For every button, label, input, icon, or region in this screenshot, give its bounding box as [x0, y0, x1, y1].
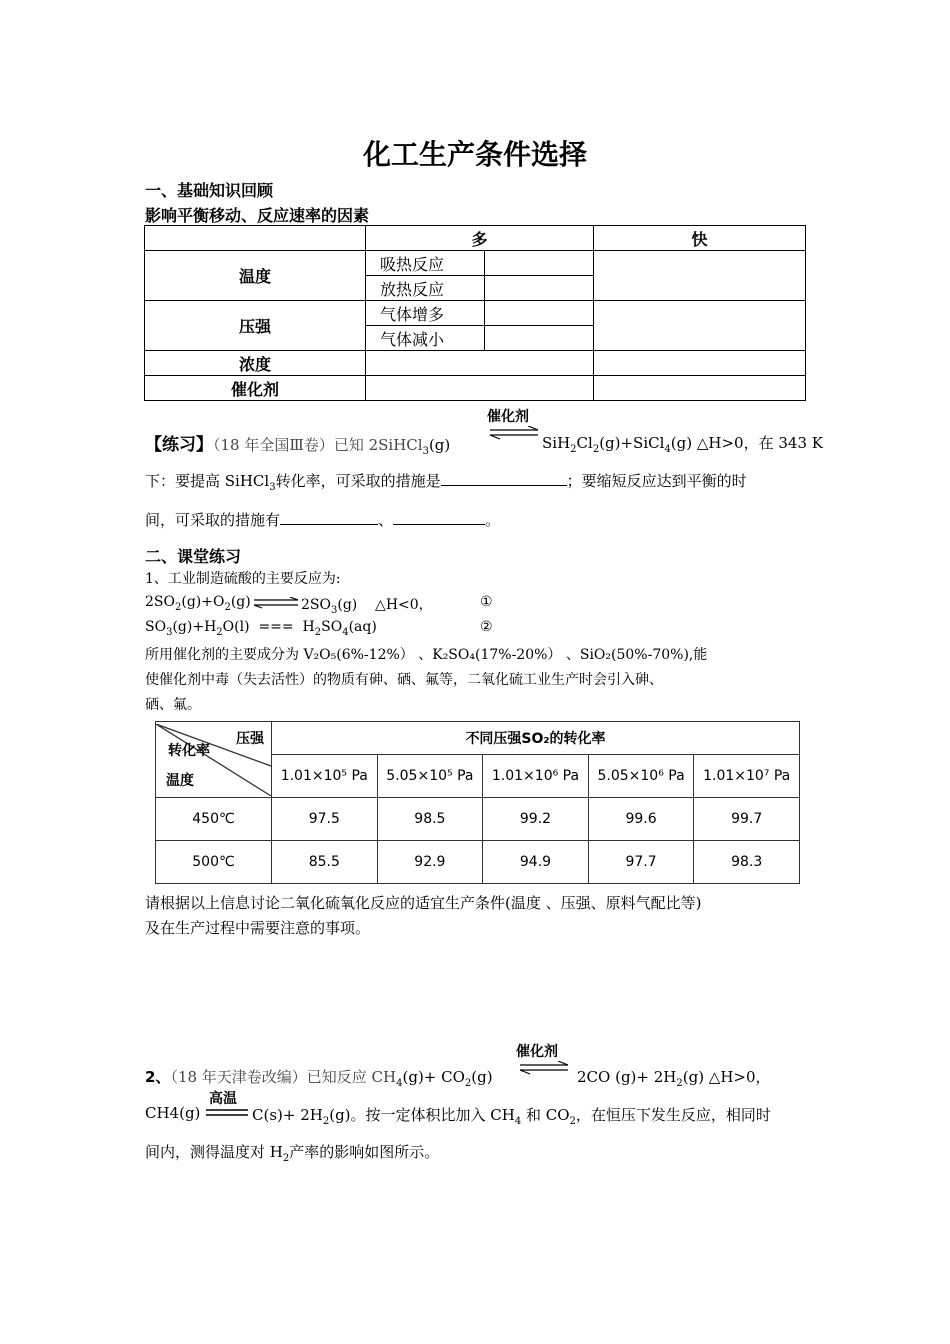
- cell-blank: [485, 276, 594, 301]
- factor-temperature: 温度: [145, 251, 366, 301]
- factor-catalyst: 催化剂: [145, 376, 366, 401]
- value-cell: 99.7: [694, 798, 800, 841]
- pressure-header: 5.05×10⁵ Pa: [377, 755, 483, 798]
- practice-line2b: 转化率，可采取的措施是: [275, 472, 441, 490]
- q2-line3: 间内，测得温度对 $H_2$产率的影响如图所示。: [145, 1143, 440, 1164]
- q2-line2b: 。按一定体积比加入 CH: [350, 1106, 515, 1124]
- value-cell: 99.6: [588, 798, 694, 841]
- table-corner: [156, 722, 272, 798]
- eq2-mid: ===: [258, 619, 294, 635]
- equation-2: $SO_3(g)+H_2O(l)$ === $H_2SO_4(aq)$: [145, 619, 377, 638]
- temp-cell: 450℃: [156, 798, 272, 841]
- factor-table-corner: [145, 226, 366, 251]
- q2-line2: CH4(g): [145, 1104, 201, 1122]
- practice-line3c: 。: [485, 511, 501, 529]
- para2: 使催化剂中毒（失去活性）的物质有砷、硒、氟等，二氧化硫工业生产时会引入砷、: [145, 672, 663, 688]
- practice-line1-tail: ，在 343 K: [743, 434, 823, 452]
- section1-heading: 一、基础知识回顾: [145, 181, 274, 200]
- q2-line3a: 间内，测得温度对 H: [145, 1143, 283, 1161]
- cell-blank: [594, 376, 806, 401]
- pressure-header: 1.01×10⁶ Pa: [483, 755, 589, 798]
- para3: 硒、氟。: [145, 697, 201, 713]
- answer-blank[interactable]: [441, 485, 567, 486]
- practice-line2: 下：要提高 SiHCl$_3$转化率，可采取的措施是 ；要缩短反应达到平衡的时: [145, 472, 747, 493]
- cell-blank: [485, 301, 594, 326]
- factor-concentration: 浓度: [145, 351, 366, 376]
- corner-rate: 转化率: [168, 742, 210, 759]
- cell-blank: [594, 301, 806, 351]
- q2-catalyst-label: 催化剂: [516, 1044, 558, 1060]
- header-more: 多: [366, 226, 594, 251]
- practice-label: 【练习】: [145, 435, 213, 455]
- pressure-header: 5.05×10⁶ Pa: [588, 755, 694, 798]
- eq1-note: △H<0，: [375, 597, 433, 613]
- practice-line1: 【练习】（18 年全国Ⅲ卷）已知 2SiHCl$_3$(g): [145, 435, 451, 457]
- practice-source: （18 年全国Ⅲ卷）已知 2SiHCl: [213, 436, 423, 454]
- q2-products: 2CO $(g)+ 2H_2(g)$ △H>0，: [577, 1068, 771, 1089]
- sub-gas-increase: 气体增多: [366, 301, 485, 326]
- q2-line1: 2、（18 年天津卷改编）已知反应 $CH_4(g)+ CO_2(g)$: [145, 1068, 493, 1089]
- equation-1: $2SO_2(g)+O_2(g)$: [145, 594, 251, 613]
- q2-number: 2、: [145, 1068, 171, 1086]
- sub-gas-decrease: 气体减小: [366, 326, 485, 351]
- corner-pressure: 压强: [236, 730, 264, 747]
- value-cell: 97.7: [588, 841, 694, 884]
- answer-blank[interactable]: [280, 524, 378, 525]
- value-cell: 97.5: [272, 798, 378, 841]
- equilibrium-arrow-icon: [252, 597, 300, 609]
- conversion-table: [155, 721, 800, 884]
- cell-blank: [594, 251, 806, 301]
- q2-line2-rest: $C(s)+ 2H_2(g)$。按一定体积比加入 $CH_4$ 和 $CO_2$，在恒压下发生反应，相同时: [252, 1106, 771, 1127]
- value-cell: 94.9: [483, 841, 589, 884]
- section2-heading: 二、课堂练习: [145, 547, 242, 566]
- pressure-header: 1.01×10⁵ Pa: [272, 755, 378, 798]
- temp-cell: 500℃: [156, 841, 272, 884]
- value-cell: 99.2: [483, 798, 589, 841]
- equation-1-products: $2SO_3(g)$ △H<0，: [301, 597, 433, 616]
- equilibrium-arrow-icon: [488, 426, 540, 440]
- cell-blank: [485, 251, 594, 276]
- group-header: 不同压强SO₂的转化率: [272, 722, 800, 755]
- sub-endothermic: 吸热反应: [366, 251, 485, 276]
- practice-line2a: 下：要提高 SiHCl: [145, 472, 270, 490]
- eq2-number: ②: [480, 619, 493, 635]
- double-line-icon: [206, 1108, 248, 1118]
- sub-exothermic: 放热反应: [366, 276, 485, 301]
- section1-subheading: 影响平衡移动、反应速率的因素: [145, 206, 370, 225]
- discuss-line2: 及在生产过程中需要注意的事项。: [145, 919, 371, 937]
- practice-line3a: 间，可采取的措施有: [145, 511, 281, 529]
- q1-intro: 1、工业制造硫酸的主要反应为:: [145, 571, 341, 587]
- eq1-number: ①: [480, 594, 493, 610]
- factor-table: [144, 225, 806, 401]
- cell-blank: [366, 351, 594, 376]
- para1: 所用催化剂的主要成分为 V₂O₅(6%-12%） 、K₂SO₄(17%-20%） 、SiO₂(50%-70%),能: [145, 647, 708, 663]
- factor-pressure: 压强: [145, 301, 366, 351]
- value-cell: 98.3: [694, 841, 800, 884]
- practice-line2c: ；要缩短反应达到平衡的时: [566, 472, 747, 490]
- discuss-line1: 请根据以上信息讨论二氧化硫氧化反应的适宜生产条件(温度 、压强、原料气配比等): [145, 894, 702, 912]
- pressure-header: 1.01×10⁷ Pa: [694, 755, 800, 798]
- equilibrium-arrow-icon: [518, 1061, 570, 1075]
- cell-blank: [366, 376, 594, 401]
- q2-line3b: 产率的影响如图所示。: [289, 1143, 440, 1161]
- practice-line3: [145, 509, 500, 530]
- value-cell: 92.9: [377, 841, 483, 884]
- practice-products: $SiH_2Cl_2(g)+SiCl_4(g)$ △H>0，在 343 K: [542, 434, 823, 455]
- practice-line3b: 、: [378, 511, 394, 529]
- cell-blank: [594, 351, 806, 376]
- q2-source: （18 年天津卷改编）已知反应 CH: [170, 1068, 397, 1086]
- value-cell: 98.5: [377, 798, 483, 841]
- answer-blank[interactable]: [393, 524, 485, 525]
- catalyst-label: 催化剂: [487, 409, 529, 425]
- header-fast: 快: [594, 226, 806, 251]
- high-temp-label: 高温: [209, 1091, 237, 1107]
- page-title: 化工生产条件选择: [362, 138, 587, 171]
- value-cell: 85.5: [272, 841, 378, 884]
- corner-temperature: 温度: [166, 772, 194, 789]
- q2-line2c: ，在恒压下发生反应，相同时: [575, 1106, 771, 1124]
- cell-blank: [485, 326, 594, 351]
